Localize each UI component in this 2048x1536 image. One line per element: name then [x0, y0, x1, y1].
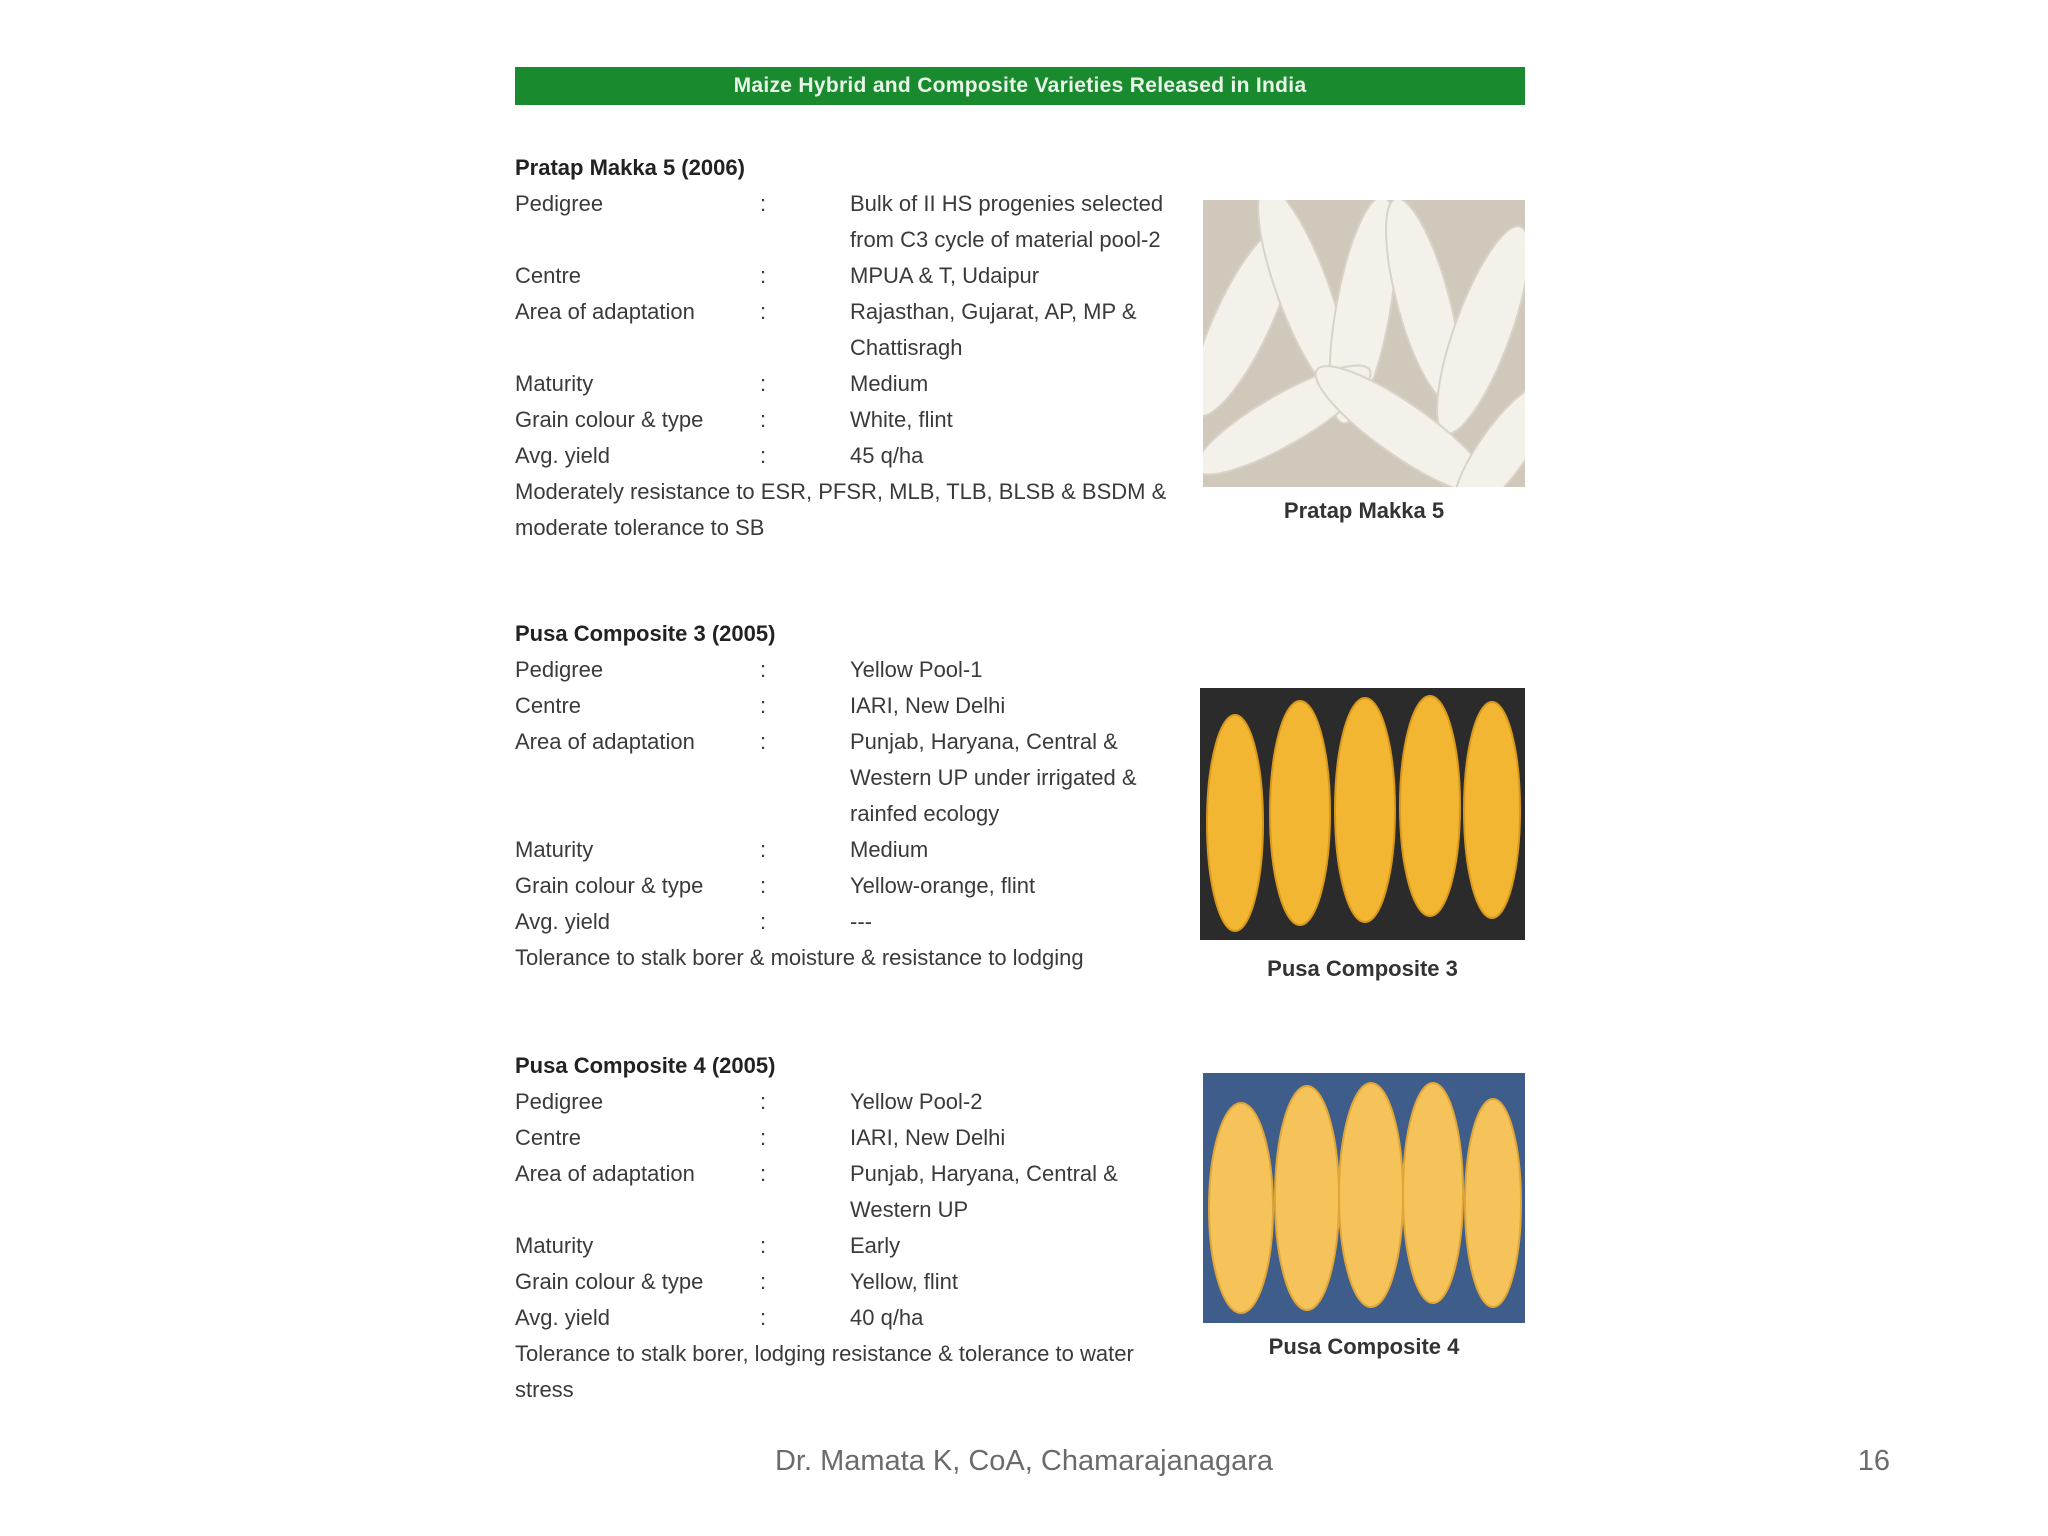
spec-value: Medium	[850, 837, 929, 862]
page-number: 16	[1857, 1445, 1890, 1477]
banner-title: Maize Hybrid and Composite Varieties Released in India	[515, 67, 1525, 105]
spec-row	[515, 904, 1195, 940]
variety-note: Tolerance to stalk borer & moisture & resistance to lodging	[515, 945, 1084, 970]
spec-separator: :	[760, 443, 767, 468]
spec-label: Area of adaptation	[515, 299, 695, 324]
spec-separator: :	[760, 191, 767, 216]
variety-title: Pusa Composite 4 (2005)	[515, 1053, 776, 1078]
spec-value: White, flint	[850, 407, 953, 432]
spec-row	[515, 294, 1195, 366]
spec-label: Grain colour & type	[515, 873, 704, 898]
footer-author: Dr. Mamata K, CoA, Chamarajanagara	[774, 1445, 1274, 1477]
variety-section-pusa-composite-4	[515, 1048, 1195, 1408]
variety-title: Pusa Composite 3 (2005)	[515, 621, 776, 646]
spec-separator: :	[760, 407, 767, 432]
spec-separator: :	[760, 693, 767, 718]
spec-label: Avg. yield	[515, 443, 610, 468]
spec-value: Yellow Pool-1	[850, 657, 983, 682]
spec-row	[515, 1084, 1195, 1120]
spec-separator: :	[760, 371, 767, 396]
spec-separator: :	[760, 909, 767, 934]
spec-row	[515, 1156, 1195, 1228]
spec-row	[515, 1228, 1195, 1264]
spec-label: Centre	[515, 1125, 582, 1150]
spec-value: Punjab, Haryana, Central & Western UP	[850, 1161, 1118, 1222]
spec-separator: :	[760, 1305, 767, 1330]
spec-row	[515, 1300, 1195, 1336]
spec-label: Avg. yield	[515, 909, 610, 934]
spec-row	[515, 1120, 1195, 1156]
spec-value: Rajasthan, Gujarat, AP, MP & Chattisragh	[850, 299, 1137, 360]
spec-value: 45 q/ha	[850, 443, 924, 468]
photo-white-maize-cobs	[1203, 200, 1525, 487]
spec-label: Centre	[515, 693, 582, 718]
spec-value: Yellow Pool-2	[850, 1089, 983, 1114]
spec-value: Yellow-orange, flint	[850, 873, 1036, 898]
spec-row	[515, 186, 1195, 258]
spec-separator: :	[760, 1125, 767, 1150]
photo-caption: Pusa Composite 4	[1268, 1334, 1460, 1359]
variety-note: Tolerance to stalk borer, lodging resistance & tolerance to water stress	[515, 1341, 1134, 1402]
spec-row	[515, 1264, 1195, 1300]
spec-label: Pedigree	[515, 657, 604, 682]
spec-row	[515, 438, 1195, 474]
spec-label: Grain colour & type	[515, 1269, 704, 1294]
variety-section-pratap-makka-5	[515, 150, 1195, 546]
spec-separator: :	[760, 729, 767, 754]
spec-label: Centre	[515, 263, 582, 288]
spec-label: Grain colour & type	[515, 407, 704, 432]
spec-value: 40 q/ha	[850, 1305, 924, 1330]
spec-label: Maturity	[515, 1233, 594, 1258]
spec-separator: :	[760, 1161, 767, 1186]
spec-value: Punjab, Haryana, Central & Western UP under irrigated & rainfed ecology	[850, 729, 1137, 826]
spec-row	[515, 832, 1195, 868]
spec-label: Maturity	[515, 371, 594, 396]
spec-value: Medium	[850, 371, 929, 396]
spec-separator: :	[760, 1269, 767, 1294]
spec-row	[515, 366, 1195, 402]
spec-value: MPUA & T, Udaipur	[850, 263, 1040, 288]
spec-label: Area of adaptation	[515, 1161, 695, 1186]
spec-value: Bulk of II HS progenies selected from C3 cycle of material pool-2	[850, 191, 1164, 252]
spec-separator: :	[760, 263, 767, 288]
spec-value: ---	[850, 909, 872, 934]
spec-value: IARI, New Delhi	[850, 1125, 1006, 1150]
variety-note: Moderately resistance to ESR, PFSR, MLB, TLB, BLSB & BSDM & moderate tolerance to SB	[515, 479, 1167, 540]
spec-separator: :	[760, 837, 767, 862]
spec-separator: :	[760, 657, 767, 682]
spec-value: IARI, New Delhi	[850, 693, 1006, 718]
spec-row	[515, 688, 1195, 724]
photo-caption: Pratap Makka 5	[1283, 498, 1445, 523]
spec-row	[515, 402, 1195, 438]
spec-label: Maturity	[515, 837, 594, 862]
photo-yellow-maize-cobs	[1203, 1073, 1525, 1323]
variety-section-pusa-composite-3	[515, 616, 1195, 976]
spec-row	[515, 258, 1195, 294]
spec-label: Pedigree	[515, 1089, 604, 1114]
spec-row	[515, 652, 1195, 688]
spec-separator: :	[760, 1089, 767, 1114]
spec-value: Early	[850, 1233, 901, 1258]
spec-row	[515, 868, 1195, 904]
spec-label: Area of adaptation	[515, 729, 695, 754]
spec-label: Avg. yield	[515, 1305, 610, 1330]
photo-caption: Pusa Composite 3	[1267, 956, 1458, 981]
variety-title: Pratap Makka 5 (2006)	[515, 155, 745, 180]
spec-separator: :	[760, 873, 767, 898]
spec-row	[515, 724, 1195, 832]
photo-yellow-orange-maize-cobs	[1200, 688, 1525, 940]
spec-value: Yellow, flint	[850, 1269, 959, 1294]
spec-separator: :	[760, 299, 767, 324]
spec-label: Pedigree	[515, 191, 604, 216]
spec-separator: :	[760, 1233, 767, 1258]
